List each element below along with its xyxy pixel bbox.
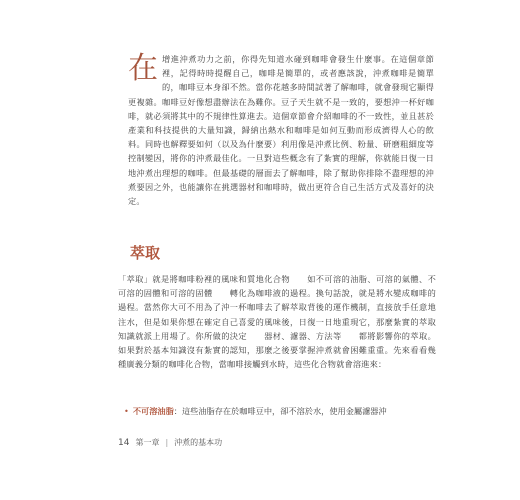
bullet-text: ：這些油脂存在於咖啡豆中，卻不溶於水，使用金屬濾器沖 (173, 406, 387, 416)
section-body (118, 272, 436, 371)
section-heading: 萃取 (130, 244, 161, 262)
bullet-term: 不可溶油脂 (132, 406, 174, 416)
bullet-dot-icon: • (124, 406, 129, 416)
page-footer (118, 437, 222, 448)
drop-cap: 在 (128, 51, 158, 86)
body-paragraph: 「萃取」就是將咖啡粉裡的風味和質地化合物 如不可溶的油脂、可溶的氣體、不可溶的固體和可溶的固體 轉化為咖啡液的過程。換句話說，就是將水變成咖啡的過程。當然你大可不用為了沖一杯咖啡去了解萃取背後的運作機制，直接放手任意地注水，但是如果你想在確定自己喜愛的風味後，日復一日地重現它，那麼紮實的萃取知識就派上用場了。你所做的決定 器材、濾器、方法等 都將影響你的萃取。如果對於基本知識沒有紮實的認知，那麼之後要掌握沖煮就會困難重重。先來看看幾種廣義分類的咖啡化合物，當咖啡接觸到水時，這些化合物就會溶進來： (118, 274, 436, 370)
chapter-label: 第一章 (135, 438, 160, 447)
page-number: 14 (118, 437, 130, 448)
intro-paragraph: 增進沖煮功力之前，你得先知道水碰到咖啡會發生什麼事。在這個章節裡，記得時時提醒自己，咖啡是簡單的，或者應該說，沖煮咖啡是簡單的，咖啡豆本身卻不然。當你花越多時間試著了解咖啡，就會發現它顯得更複雜。咖啡豆好像想盡辦法在為難你。豆子天生就不是一致的，要想沖一杯好咖啡，就必須將其中的不規律性算進去。這個章節會介紹咖啡的不一致性，並且甚於產業和科技提供的大量知識，歸納出熱水和咖啡是如何互動而形成濟得人心的飲料。同時也解釋要如何（以及為什麼要）利用像是沖煮比例、粉量、研磨粗細度等控制變因，將你的沖煮最佳化。一旦對這些概念有了紮實的理解，你就能日復一日地沖煮出理想的咖啡。但最基礎的層面去了解咖啡，除了幫助你排除不盡理想的沖煮要因之外，也能讓你在挑選器材和咖啡時，做出更符合自己生活方式及喜好的決定。 (128, 54, 434, 207)
bullet-item (124, 404, 436, 418)
intro-section (128, 52, 434, 208)
chapter-title: 沖煮的基本功 (174, 438, 223, 447)
footer-divider: | (165, 438, 169, 447)
